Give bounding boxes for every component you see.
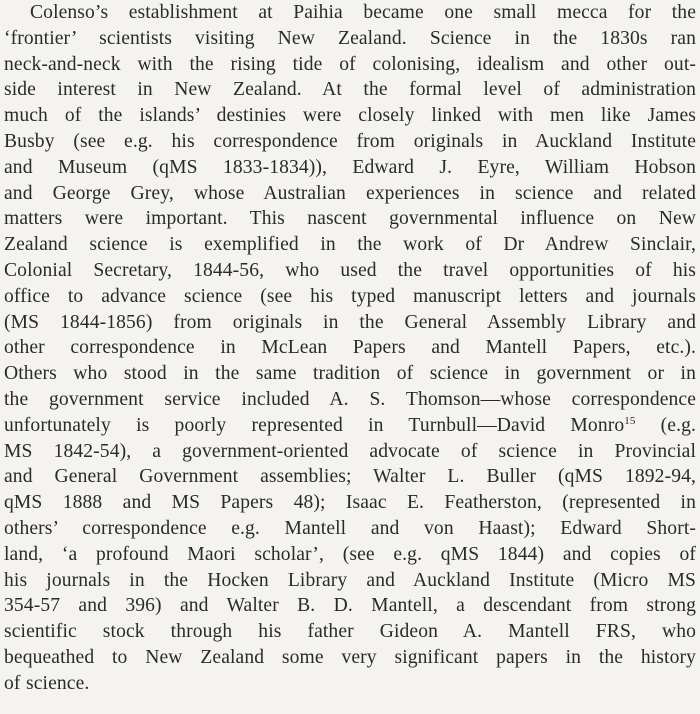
text-line: Colonial Secretary, 1844-56, who used the travel opportunities of his (4, 259, 696, 281)
text-line: Others who stood in the same tradition of science in government or in (4, 363, 696, 385)
text-line: office to advance science (see his typed manuscript letters and journals (4, 285, 696, 307)
footnote-marker[interactable]: 15 (624, 414, 636, 427)
text-segment: (e.g. (635, 414, 696, 436)
text-line: and George Grey, whose Australian experiences in science and related (4, 182, 696, 204)
text-line: land, ‘a profound Maori scholar’, (see e.g. qMS 1844) and copies of (4, 543, 696, 565)
text-line: and General Government assemblies; Walter L. Buller (qMS 1892-94, (4, 466, 696, 488)
text-line: Zealand science is exemplified in the work of Dr Andrew Sinclair, (4, 234, 696, 256)
text-line: of science. (4, 672, 90, 694)
text-line: Colenso’s establishment at Paihia became one small mecca for the (30, 2, 696, 23)
text-line: and Museum (qMS 1833-1834)), Edward J. Eyre, William Hobson (4, 156, 696, 178)
text-segment: unfortunately is poorly represented in Turnbull—David Monro (4, 414, 625, 436)
text-line: much of the islands’ destinies were closely linked with men like James (4, 105, 696, 127)
text-line: others’ correspondence e.g. Mantell and von Haast); Edward Short- (4, 517, 696, 539)
text-line: bequeathed to New Zealand some very significant papers in the history (4, 646, 696, 668)
text-line: scientific stock through his father Gideon A. Mantell FRS, who (4, 621, 696, 643)
text-line: side interest in New Zealand. At the formal level of administration (4, 79, 696, 101)
text-line-with-footnote (4, 413, 696, 439)
text-line: ‘frontier’ scientists visiting New Zealand. Science in the 1830s ran (4, 27, 696, 49)
text-line: MS 1842-54), a government-oriented advocate of science in Provincial (4, 440, 696, 462)
text-line: the government service included A. S. Thomson—whose correspondence (4, 388, 696, 410)
text-line: matters were important. This nascent governmental influence on New (4, 208, 696, 230)
text-line: his journals in the Hocken Library and Auckland Institute (Micro MS (4, 569, 696, 591)
text-line: (MS 1844-1856) from originals in the General Assembly Library and (4, 311, 696, 333)
text-line: Busby (see e.g. his correspondence from originals in Auckland Institute (4, 130, 696, 152)
text-line: qMS 1888 and MS Papers 48); Isaac E. Featherston, (represented in (4, 492, 696, 514)
text-line: other correspondence in McLean Papers and Mantell Papers, etc.). (4, 337, 696, 359)
body-paragraph (4, 0, 696, 697)
text-line: 354-57 and 396) and Walter B. D. Mantell, a descendant from strong (4, 595, 696, 617)
text-line: neck-and-neck with the rising tide of colonising, idealism and other out- (4, 53, 696, 75)
